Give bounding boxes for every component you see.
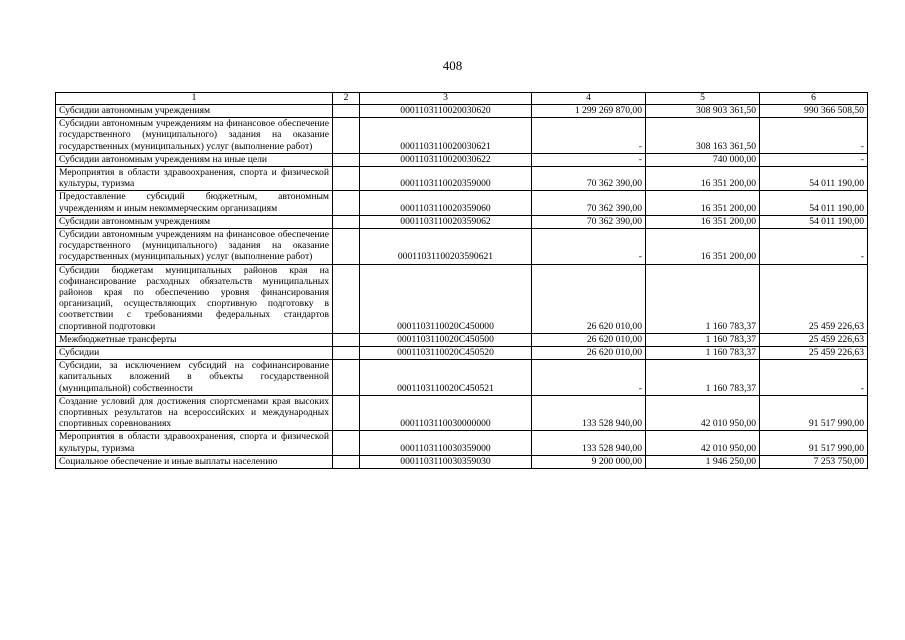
row-code-cell: 0001103110020С450520: [360, 347, 532, 360]
table-row: [56, 191, 868, 215]
table-row: [56, 229, 868, 265]
row-value-col4: -: [532, 229, 646, 265]
column-header: 4: [532, 93, 646, 105]
row-value-col4: -: [532, 118, 646, 154]
row-value-col4: 133 528 940,00: [532, 431, 646, 455]
row-name-cell: Субсидии автономным учреждениям на финансовое обеспечение государственного (муниципального) задания на оказание государственных (муниципальных) услуг (выполнение работ): [56, 118, 333, 154]
row-col2-cell: [333, 118, 360, 154]
row-name-cell: Социальное обеспечение и иные выплаты населению: [56, 455, 333, 468]
budget-table: [55, 92, 868, 469]
row-col2-cell: [333, 455, 360, 468]
row-name-cell: Мероприятия в области здравоохранения, спорта и физической культуры, туризма: [56, 167, 333, 191]
table-row: [56, 395, 868, 431]
row-code-cell: 0001103110020359060: [360, 191, 532, 215]
table-body: [56, 105, 868, 469]
row-value-col4: 70 362 390,00: [532, 215, 646, 228]
row-value-col5: 16 351 200,00: [646, 215, 760, 228]
row-name-cell: Субсидии автономным учреждениям: [56, 105, 333, 118]
row-col2-cell: [333, 347, 360, 360]
row-value-col6: 54 011 190,00: [760, 215, 868, 228]
row-code-cell: 0001103110020359062: [360, 215, 532, 228]
row-col2-cell: [333, 360, 360, 396]
row-col2-cell: [333, 215, 360, 228]
row-col2-cell: [333, 395, 360, 431]
row-code-cell: 0001103110020С450521: [360, 360, 532, 396]
row-value-col5: 42 010 950,00: [646, 431, 760, 455]
row-value-col4: 26 620 010,00: [532, 264, 646, 333]
row-value-col5: 740 000,00: [646, 153, 760, 166]
table-row: [56, 215, 868, 228]
row-name-cell: Субсидии автономным учреждениям на финансовое обеспечение государственного (муниципального) задания на оказание государственных (муниципальных) услуг (выполнение работ): [56, 229, 333, 265]
row-value-col4: 70 362 390,00: [532, 191, 646, 215]
row-value-col6: -: [760, 118, 868, 154]
row-col2-cell: [333, 191, 360, 215]
row-col2-cell: [333, 333, 360, 346]
row-value-col6: -: [760, 360, 868, 396]
row-name-cell: Мероприятия в области здравоохранения, спорта и физической культуры, туризма: [56, 431, 333, 455]
row-code-cell: 0001103110030359000: [360, 431, 532, 455]
row-col2-cell: [333, 431, 360, 455]
table-row: [56, 264, 868, 333]
row-value-col4: 70 362 390,00: [532, 167, 646, 191]
table-row: [56, 360, 868, 396]
row-value-col5: 308 903 361,50: [646, 105, 760, 118]
column-header: 6: [760, 93, 868, 105]
row-code-cell: 0001103110030359030: [360, 455, 532, 468]
row-col2-cell: [333, 105, 360, 118]
row-name-cell: Предоставление субсидий бюджетным, автономным учреждениям и иным некоммерческим организациям: [56, 191, 333, 215]
row-value-col6: 25 459 226,63: [760, 333, 868, 346]
row-value-col6: 25 459 226,63: [760, 347, 868, 360]
row-value-col4: 26 620 010,00: [532, 333, 646, 346]
row-code-cell: 0001103110020С450000: [360, 264, 532, 333]
row-col2-cell: [333, 153, 360, 166]
column-header: 2: [333, 93, 360, 105]
row-value-col4: -: [532, 360, 646, 396]
row-value-col6: -: [760, 229, 868, 265]
row-name-cell: Субсидии: [56, 347, 333, 360]
header-row: [56, 93, 868, 105]
row-code-cell: 0001103110030000000: [360, 395, 532, 431]
table-row: [56, 153, 868, 166]
row-value-col6: 91 517 990,00: [760, 431, 868, 455]
row-col2-cell: [333, 229, 360, 265]
row-name-cell: Субсидии бюджетам муниципальных районов края на софинансирование расходных обязательств муниципальных районов края по обеспечению уровня финансирования организаций, осуществляющих спортивную подготовку в соответствии с требованиями федеральных стандартов спортивной подготовки: [56, 264, 333, 333]
table-row: [56, 105, 868, 118]
row-value-col6: 91 517 990,00: [760, 395, 868, 431]
row-value-col6: 54 011 190,00: [760, 167, 868, 191]
row-value-col5: 16 351 200,00: [646, 229, 760, 265]
row-value-col4: 1 299 269 870,00: [532, 105, 646, 118]
row-value-col4: 9 200 000,00: [532, 455, 646, 468]
table-row: [56, 333, 868, 346]
row-code-cell: 0001103110020359000: [360, 167, 532, 191]
row-value-col5: 1 160 783,37: [646, 333, 760, 346]
column-header: 3: [360, 93, 532, 105]
row-value-col6: -: [760, 153, 868, 166]
row-code-cell: 0001103110020030620: [360, 105, 532, 118]
row-value-col5: 1 946 250,00: [646, 455, 760, 468]
row-value-col4: 26 620 010,00: [532, 347, 646, 360]
row-name-cell: Субсидии, за исключением субсидий на софинансирование капитальных вложений в объекты государственной (муниципальной) собственности: [56, 360, 333, 396]
row-value-col6: 54 011 190,00: [760, 191, 868, 215]
page-number: 408: [442, 58, 463, 73]
table-row: [56, 118, 868, 154]
row-code-cell: 0001103110020030622: [360, 153, 532, 166]
row-value-col6: 7 253 750,00: [760, 455, 868, 468]
row-value-col5: 308 163 361,50: [646, 118, 760, 154]
row-name-cell: Межбюджетные трансферты: [56, 333, 333, 346]
row-name-cell: Создание условий для достижения спортсменами края высоких спортивных результатов на всероссийских и международных спортивных соревнованиях: [56, 395, 333, 431]
table-row: [56, 455, 868, 468]
row-col2-cell: [333, 264, 360, 333]
column-header: 5: [646, 93, 760, 105]
row-code-cell: 0001103110020030621: [360, 118, 532, 154]
row-code-cell: 00011031100203590621: [360, 229, 532, 265]
table-row: [56, 347, 868, 360]
row-name-cell: Субсидии автономным учреждениям на иные цели: [56, 153, 333, 166]
row-value-col5: 16 351 200,00: [646, 191, 760, 215]
row-value-col6: 990 366 508,50: [760, 105, 868, 118]
row-value-col5: 42 010 950,00: [646, 395, 760, 431]
row-value-col5: 16 351 200,00: [646, 167, 760, 191]
row-value-col6: 25 459 226,63: [760, 264, 868, 333]
row-name-cell: Субсидии автономным учреждениям: [56, 215, 333, 228]
row-value-col4: -: [532, 153, 646, 166]
row-value-col4: 133 528 940,00: [532, 395, 646, 431]
row-code-cell: 0001103110020С450500: [360, 333, 532, 346]
table-row: [56, 167, 868, 191]
row-value-col5: 1 160 783,37: [646, 360, 760, 396]
row-value-col5: 1 160 783,37: [646, 347, 760, 360]
row-value-col5: 1 160 783,37: [646, 264, 760, 333]
row-col2-cell: [333, 167, 360, 191]
column-header: 1: [56, 93, 333, 105]
table-row: [56, 431, 868, 455]
